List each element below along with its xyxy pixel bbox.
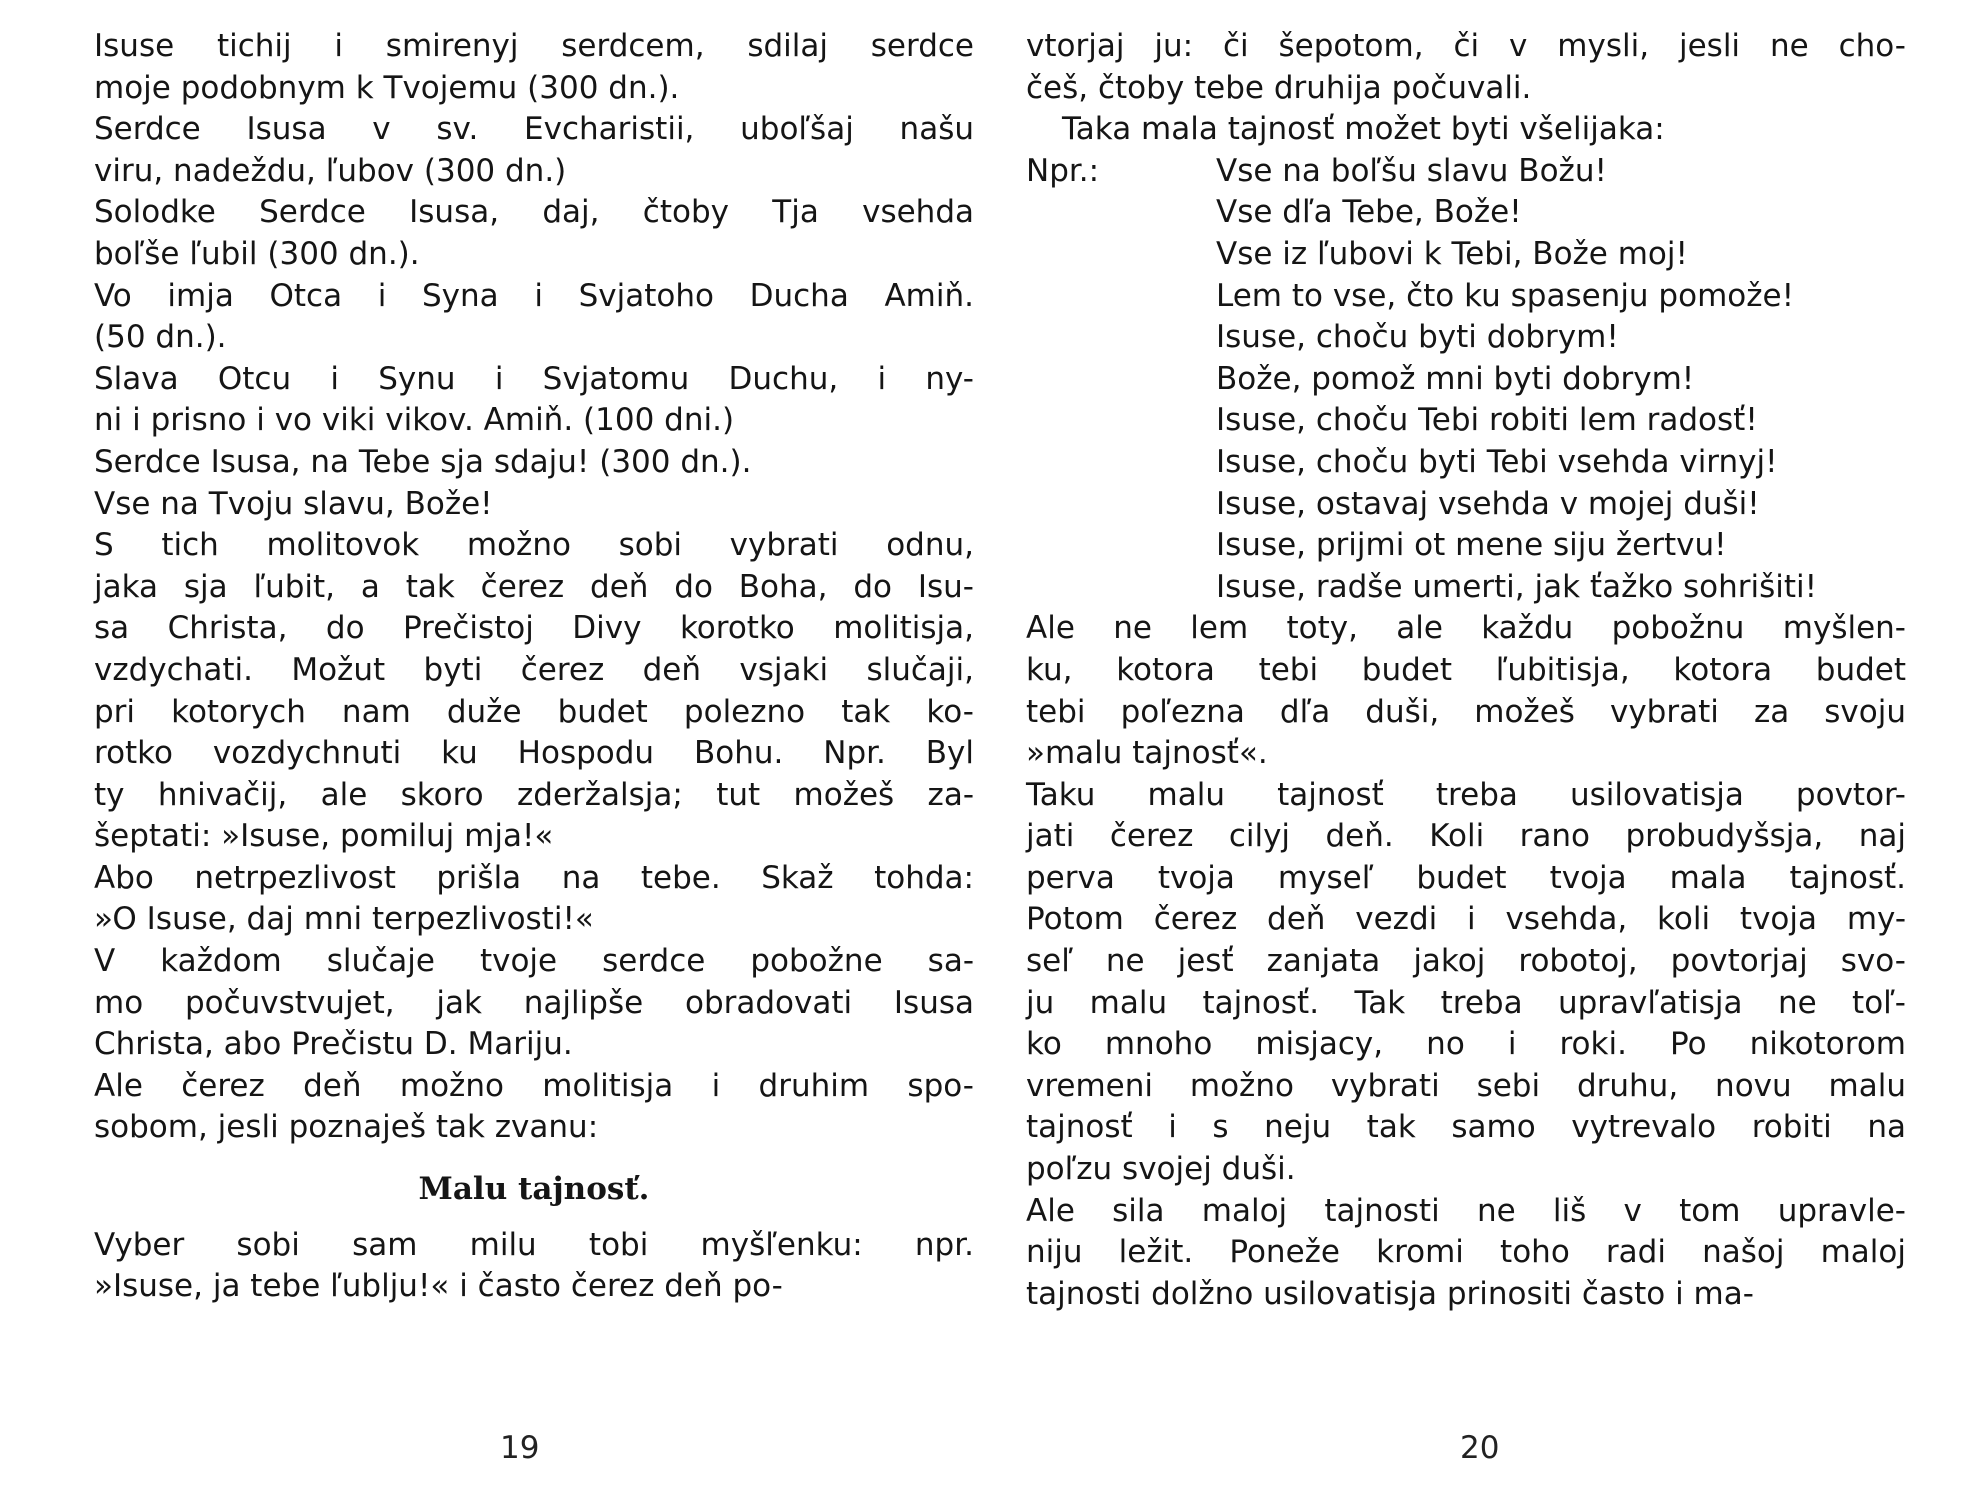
example-row [1026,400,1906,442]
paragraph [94,26,974,109]
text-line: pri kotorych nam duže budet polezno tak ko- [94,693,974,730]
example-row [1026,192,1906,234]
text-line: viru, nadeždu, ľubov (300 dn.) [94,152,567,189]
text-line: (50 dn.). [94,319,227,356]
left-page [94,26,974,1308]
example-text: Isuse, prijmi ot mene siju žertvu! [1216,527,1727,564]
text-line: rotko vozdychnuti ku Hospodu Bohu. Npr. Byl [94,735,974,772]
examples-list [1026,151,1906,609]
text-line: Solodke Serdce Isusa, daj, čtoby Tja vsehda [94,194,974,231]
text-line: Ale ne lem toty, ale každu pobožnu myšlen- [1026,610,1906,647]
text-line: Ale sila maloj tajnosti ne liš v tom upravle- [1026,1192,1906,1229]
paragraph [94,525,974,858]
text-line: Potom čerez deň vezdi i vsehda, koli tvoja my- [1026,901,1906,938]
paragraph [1026,775,1906,1191]
paragraph [94,442,974,484]
npr-spacer [1026,192,1216,234]
npr-spacer [1026,525,1216,567]
text-line: »O Isuse, daj mni terpezlivosti!« [94,901,594,938]
example-text: Isuse, choču Tebi robiti lem radosť! [1216,402,1758,439]
text-line: poľzu svojej duši. [1026,1151,1296,1188]
text-line: perva tvoja myseľ budet tvoja mala tajnosť. [1026,859,1906,896]
example-row [1026,151,1906,193]
npr-spacer [1026,484,1216,526]
example-text: Vse dľa Tebe, Bože! [1216,194,1522,231]
example-row [1026,359,1906,401]
text-line: Taka mala tajnosť možet byti všelijaka: [1062,111,1665,148]
npr-spacer [1026,442,1216,484]
paragraph [94,1225,974,1308]
npr-spacer [1026,400,1216,442]
text-line: tajnosť i s neju tak samo vytrevalo robiti na [1026,1109,1906,1146]
text-line: Serdce Isusa v sv. Evcharistii, uboľšaj našu [94,111,974,148]
example-text: Vse na boľšu slavu Božu! [1216,152,1607,189]
text-line: Vyber sobi sam milu tobi myšľenku: npr. [94,1226,974,1263]
text-line: vtorjaj ju: či šepotom, či v mysli, jesli ne cho- [1026,28,1906,64]
text-line: Taku malu tajnosť treba usilovatisja povtor- [1026,776,1906,813]
paragraph [94,276,974,359]
text-line: V každom slučaje tvoje serdce pobožne sa- [94,943,974,980]
text-line: jati čerez cilyj deň. Koli rano probudyšsja, naj [1026,818,1906,855]
text-line: ni i prisno i vo viki vikov. Amiň. (100 dni.) [94,402,735,439]
example-text: Isuse, radše umerti, jak ťažko sohrišiti! [1216,568,1818,605]
text-line: moje podobnym k Tvojemu (300 dn.). [94,69,680,106]
example-row [1026,484,1906,526]
paragraph [1026,26,1906,109]
text-line: Vo imja Otca i Syna i Svjatoho Ducha Amiň. [94,277,974,314]
text-line: Ale čerez deň možno molitisja i druhim spo- [94,1067,974,1104]
example-row [1026,234,1906,276]
paragraph [1026,608,1906,774]
text-line: češ, čtoby tebe druhija počuvali. [1026,69,1532,106]
text-line: šeptati: »Isuse, pomiluj mja!« [94,818,554,855]
text-line: jaka sja ľubit, a tak čerez deň do Boha, do Isu- [94,568,974,605]
text-line: boľše ľubil (300 dn.). [94,235,420,272]
text-line: Christa, abo Prečistu D. Mariju. [94,1026,573,1063]
example-row [1026,317,1906,359]
section-heading: Malu tajnosť. [418,1171,650,1208]
text-line: ty hnivačij, ale skoro zderžalsja; tut možeš za- [94,776,974,813]
example-text: Isuse, ostavaj vsehda v mojej duši! [1216,485,1760,522]
example-text: Isuse, choču byti dobrym! [1216,319,1619,356]
npr-spacer [1026,234,1216,276]
paragraph [94,109,974,192]
text-line: Vse na Tvoju slavu, Bože! [94,485,493,522]
paragraph [94,484,974,526]
text-line: seľ ne jesť zanjata jakoj robotoj, povtorjaj svo- [1026,943,1906,980]
paragraph [1026,1191,1906,1316]
text-line: S tich molitovok možno sobi vybrati odnu, [94,527,974,564]
page-number-right: 20 [1460,1430,1500,1466]
text-line: »Isuse, ja tebe ľublju!« i často čerez deň po- [94,1268,783,1305]
npr-spacer [1026,317,1216,359]
text-line: ku, kotora tebi budet ľubitisja, kotora budet [1026,651,1906,688]
page-number-left: 19 [500,1430,540,1466]
text-line: vzdychati. Možut byti čerez deň vsjaki slučaji, [94,651,974,688]
paragraph [94,858,974,941]
paragraph [94,359,974,442]
example-row [1026,525,1906,567]
example-text: Vse iz ľubovi k Tebi, Bože moj! [1216,235,1688,272]
example-text: Isuse, choču byti Tebi vsehda virnyj! [1216,443,1778,480]
text-line: ju malu tajnosť. Tak treba upravľatisja ne toľ- [1026,984,1906,1021]
text-line: vremeni možno vybrati sebi druhu, novu malu [1026,1067,1906,1104]
text-line: niju ležit. Poneže kromi toho radi našoj maloj [1026,1234,1906,1271]
text-line: Serdce Isusa, na Tebe sja sdaju! (300 dn.). [94,443,752,480]
text-line: ko mnoho misjacy, no i roki. Po nikotorom [1026,1026,1906,1063]
text-line: Slava Otcu i Synu i Svjatomu Duchu, i ny- [94,360,974,397]
paragraph [94,1066,974,1149]
text-line: Abo netrpezlivost prišla na tebe. Skaž tohda: [94,859,974,896]
text-line: Isuse tichij i smirenyj serdcem, sdilaj serdce [94,28,974,64]
paragraph [94,192,974,275]
text-line: mo počuvstvujet, jak najlipše obradovati Isusa [94,984,974,1021]
example-text: Lem to vse, čto ku spasenju pomože! [1216,277,1795,314]
text-line: tebi poľezna dľa duši, možeš vybrati za svoju [1026,693,1906,730]
npr-label: Npr.: [1026,152,1100,189]
text-line: »malu tajnosť«. [1026,735,1268,772]
npr-spacer [1026,359,1216,401]
example-row [1026,276,1906,318]
text-line: sobom, jesli poznaješ tak zvanu: [94,1109,599,1146]
text-line: sa Christa, do Prečistoj Divy korotko molitisja, [94,610,974,647]
npr-spacer [1026,276,1216,318]
paragraph [94,941,974,1066]
right-page [1026,26,1906,1315]
text-line: tajnosti dolžno usilovatisja prinositi často i ma- [1026,1275,1754,1312]
example-row [1026,567,1906,609]
example-row [1026,442,1906,484]
example-text: Bože, pomož mni byti dobrym! [1216,360,1695,397]
npr-spacer [1026,567,1216,609]
